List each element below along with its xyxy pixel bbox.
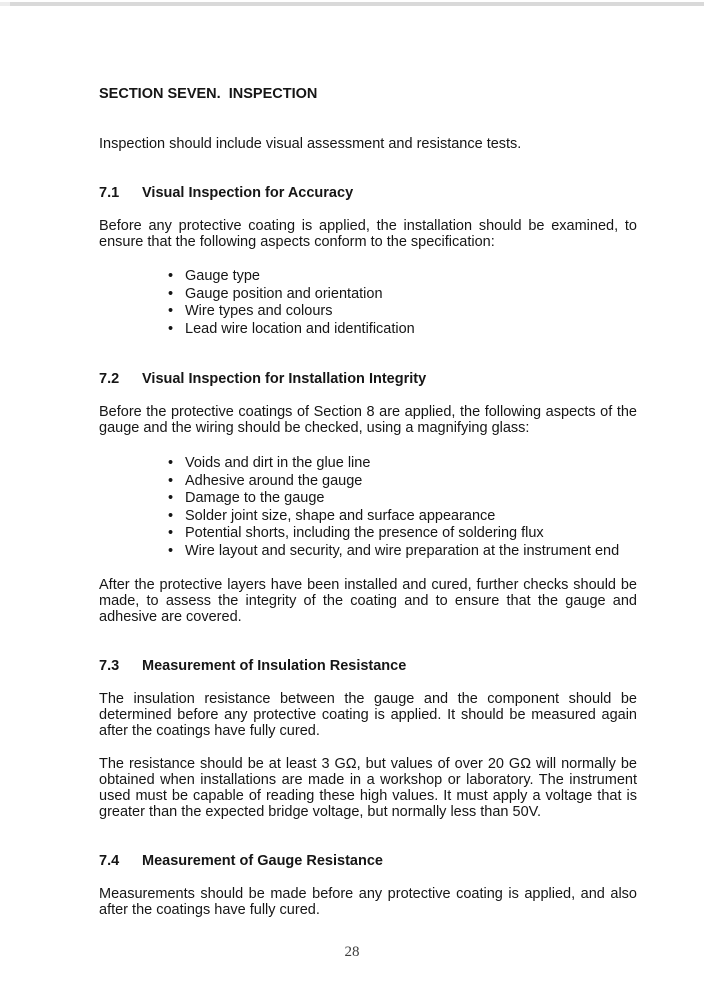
bullet-icon: • [168, 542, 174, 559]
list-item [168, 508, 637, 526]
list-item [168, 268, 637, 286]
scan-edge-line [0, 2, 704, 6]
list-item [168, 525, 637, 543]
paragraph: The insulation resistance between the gauge and the component should be determined before any protective coating is applied. It should be measured again after the coatings have fully cured. [99, 691, 637, 739]
section-7-4 [99, 853, 637, 918]
bullet-text: Wire layout and security, and wire preparation at the instrument end [185, 542, 620, 559]
list-item [168, 303, 637, 321]
subsection-number: 7.4 [99, 853, 120, 869]
page-number: 28 [344, 944, 360, 960]
bullet-text: Gauge type [185, 268, 260, 284]
bullet-text: Damage to the gauge [185, 490, 325, 506]
paragraph: Before any protective coating is applied, the installation should be examined, to ensure that the following aspects conform to the specification: [99, 218, 637, 250]
subsection-heading-7-2 [99, 371, 637, 387]
list-item [168, 455, 637, 473]
list-item [168, 543, 637, 561]
bullet-text: Lead wire location and identification [185, 320, 415, 337]
bullet-list [99, 455, 637, 560]
subsection-number: 7.2 [99, 371, 120, 387]
section-heading: SECTION SEVEN. INSPECTION [99, 86, 318, 102]
subsection-title: Measurement of Insulation Resistance [142, 658, 407, 674]
bullet-icon: • [168, 490, 174, 506]
bullet-icon: • [168, 507, 174, 524]
subsection-title: Visual Inspection for Installation Integrity [142, 371, 427, 387]
list-item [168, 286, 637, 304]
bullet-icon: • [168, 303, 174, 319]
subsection-heading-7-4 [99, 853, 637, 869]
list-item [168, 473, 637, 491]
subsection-heading-7-1 [99, 185, 637, 201]
subsection-title: Visual Inspection for Accuracy [142, 185, 354, 201]
list-item [168, 321, 637, 339]
bullet-text: Potential shorts, including the presence of soldering flux [185, 525, 544, 541]
bullet-icon: • [168, 268, 174, 284]
subsection-title: Measurement of Gauge Resistance [142, 853, 383, 869]
scan-edge-cap [0, 2, 10, 6]
bullet-icon: • [168, 525, 174, 541]
subsection-number: 7.3 [99, 658, 120, 674]
intro-paragraph: Inspection should include visual assessment and resistance tests. [99, 136, 522, 152]
bullet-text: Solder joint size, shape and surface appearance [185, 507, 496, 524]
section-7-1 [99, 185, 637, 338]
bullet-icon: • [168, 472, 174, 489]
list-item [168, 490, 637, 508]
bullet-icon: • [168, 285, 174, 302]
section-7-3 [99, 658, 637, 820]
bullet-list [99, 268, 637, 338]
bullet-text: Voids and dirt in the glue line [185, 455, 371, 471]
subsection-number: 7.1 [99, 185, 120, 201]
paragraph: After the protective layers have been installed and cured, further checks should be made, to assess the integrity of the coating and to ensure that the gauge and adhesive are covered. [99, 577, 637, 625]
bullet-text: Wire types and colours [185, 303, 333, 319]
bullet-icon: • [168, 320, 174, 337]
bullet-icon: • [168, 455, 174, 471]
bullet-text: Adhesive around the gauge [185, 472, 363, 489]
paragraph: The resistance should be at least 3 GΩ, but values of over 20 GΩ will normally be obtained when installations are made in a workshop or laboratory. The instrument used must be capable of reading these high values. It must apply a voltage that is greater than the expected bridge voltage, but normally less than 50V. [99, 756, 637, 820]
paragraph: Before the protective coatings of Section 8 are applied, the following aspects of the gauge and the wiring should be checked, using a magnifying glass: [99, 404, 637, 436]
section-7-2 [99, 371, 637, 625]
bullet-text: Gauge position and orientation [185, 285, 383, 302]
paragraph: Measurements should be made before any protective coating is applied, and also after the coatings have fully cured. [99, 886, 637, 918]
subsection-heading-7-3 [99, 658, 637, 674]
